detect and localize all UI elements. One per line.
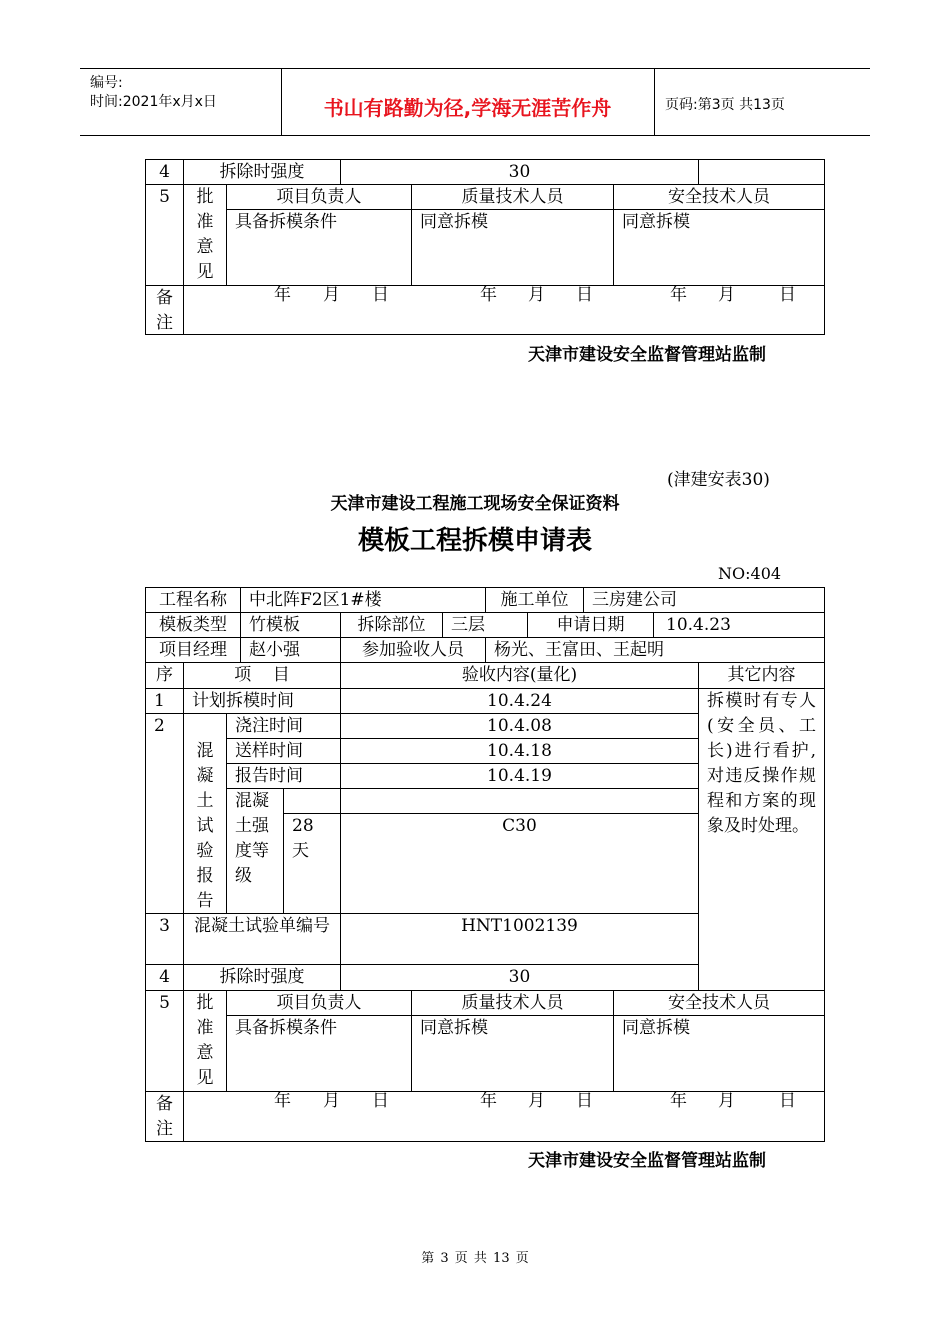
inspectors-value: 杨光、王富田、王起明	[486, 638, 825, 663]
seq-cell: 4	[146, 160, 184, 185]
opinion-text: 具备拆模条件	[235, 212, 337, 232]
remarks-label: 备注	[146, 286, 184, 335]
removal-part-label: 拆除部位	[341, 613, 443, 638]
role-quality: 质量技术人员	[412, 991, 614, 1016]
contractor-label: 施工单位	[486, 588, 584, 613]
date-day: 日	[372, 1091, 389, 1111]
form-number: NO:404	[718, 564, 782, 583]
opinion-quality	[412, 1016, 614, 1111]
col-item-header: 项 目	[184, 663, 341, 689]
apply-date-value: 10.4.23	[654, 613, 825, 638]
date-year: 年	[274, 285, 291, 305]
opinion-text: 具备拆模条件	[235, 1018, 337, 1038]
opinion-project-lead	[227, 1016, 412, 1111]
opinion-quality	[412, 210, 614, 305]
date-month: 月	[323, 285, 340, 305]
fragment-footer: 天津市建设安全监督管理站监制	[528, 345, 766, 365]
opinion-text: 同意拆模	[420, 1018, 488, 1038]
date-month: 月	[528, 285, 545, 305]
header-bottom-rule	[80, 135, 870, 136]
strength-grade-value: C30	[341, 814, 699, 914]
item-label: 计划拆模时间	[184, 689, 341, 714]
contractor-value: 三房建公司	[584, 588, 825, 613]
seq-cell: 4	[146, 965, 184, 991]
fragment-table	[145, 159, 825, 335]
pour-time-value: 10.4.08	[341, 714, 699, 739]
inspectors-label: 参加验收人员	[341, 638, 486, 663]
other-content: 拆模时有专人(安全员、工长)进行看护,对违反操作规程和方案的现象及时处理。	[699, 689, 825, 991]
remarks-cell	[184, 1092, 825, 1142]
date-month: 月	[323, 1091, 340, 1111]
formwork-type-label: 模板类型	[146, 613, 241, 638]
test-report-label: 混凝土试验报告	[184, 714, 227, 914]
date-year: 年	[480, 1091, 497, 1111]
item-value: 10.4.24	[341, 689, 699, 714]
formwork-type-value: 竹模板	[241, 613, 341, 638]
date-year: 年	[670, 1091, 687, 1111]
item-value: HNT1002139	[341, 914, 699, 965]
form-subtitle: 天津市建设工程施工现场安全保证资料	[330, 494, 620, 514]
header-top-rule	[80, 68, 870, 69]
curing-days: 28天	[284, 814, 341, 914]
other-cell	[699, 160, 825, 185]
item-value: 30	[341, 160, 699, 185]
strength-grade-empty	[341, 789, 699, 814]
seq-cell: 5	[146, 991, 184, 1092]
pour-time-label: 浇注时间	[227, 714, 341, 739]
send-time-label: 送样时间	[227, 739, 341, 764]
item-label: 拆除时强度	[184, 965, 341, 991]
strength-grade-empty	[284, 789, 341, 814]
seq-cell: 3	[146, 914, 184, 965]
role-quality: 质量技术人员	[412, 185, 614, 210]
header-divider	[654, 68, 655, 135]
send-time-value: 10.4.18	[341, 739, 699, 764]
project-name-label: 工程名称	[146, 588, 241, 613]
date-month: 月	[718, 1091, 735, 1111]
date-day: 日	[576, 285, 593, 305]
date-day: 日	[372, 285, 389, 305]
strength-grade-label: 混凝土强度等级	[227, 789, 284, 914]
item-label: 混凝土试验单编号	[184, 914, 341, 965]
role-project-lead: 项目负责人	[227, 185, 412, 210]
role-project-lead: 项目负责人	[227, 991, 412, 1016]
date-day: 日	[779, 285, 796, 305]
item-value: 30	[341, 965, 699, 991]
date-day: 日	[576, 1091, 593, 1111]
header-page-code: 页码:第3页 共13页	[665, 97, 785, 113]
manager-label: 项目经理	[146, 638, 241, 663]
col-content-header: 验收内容(量化)	[341, 663, 699, 689]
role-safety: 安全技术人员	[614, 185, 825, 210]
seq-cell: 2	[146, 714, 184, 914]
date-day: 日	[779, 1091, 796, 1111]
date-year: 年	[480, 285, 497, 305]
seq-cell: 1	[146, 689, 184, 714]
page-footer: 第 3 页 共 13 页	[421, 1251, 529, 1266]
date-month: 月	[528, 1091, 545, 1111]
apply-date-label: 申请日期	[528, 613, 654, 638]
report-time-label: 报告时间	[227, 764, 341, 789]
approval-label: 批准意见	[184, 991, 227, 1092]
form-table	[145, 587, 825, 1142]
opinion-text: 同意拆模	[420, 212, 488, 232]
header-number: 编号:	[90, 75, 123, 91]
manager-value: 赵小强	[241, 638, 341, 663]
opinion-project-lead	[227, 210, 412, 305]
approval-label: 批准意见	[184, 185, 227, 286]
date-year: 年	[274, 1091, 291, 1111]
form-footer: 天津市建设安全监督管理站监制	[528, 1151, 766, 1171]
opinion-safety	[614, 1016, 825, 1111]
project-name-value: 中北阵F2区1#楼	[241, 588, 486, 613]
date-month: 月	[718, 285, 735, 305]
opinion-text: 同意拆模	[622, 212, 690, 232]
col-other-header: 其它内容	[699, 663, 825, 689]
seq-cell: 5	[146, 185, 184, 286]
item-label: 拆除时强度	[184, 160, 341, 185]
header-motto: 书山有路勤为径,学海无涯苦作舟	[323, 96, 612, 120]
report-time-value: 10.4.19	[341, 764, 699, 789]
remarks-cell	[184, 286, 825, 335]
col-seq-header: 序	[146, 663, 184, 689]
header-time: 时间:2021年x月x日	[90, 94, 217, 110]
removal-part-value: 三层	[443, 613, 528, 638]
opinion-safety	[614, 210, 825, 305]
form-title: 模板工程拆模申请表	[357, 526, 592, 556]
role-safety: 安全技术人员	[614, 991, 825, 1016]
date-year: 年	[670, 285, 687, 305]
form-code: (津建安表30)	[667, 470, 770, 490]
remarks-label: 备注	[146, 1092, 184, 1142]
opinion-text: 同意拆模	[622, 1018, 690, 1038]
